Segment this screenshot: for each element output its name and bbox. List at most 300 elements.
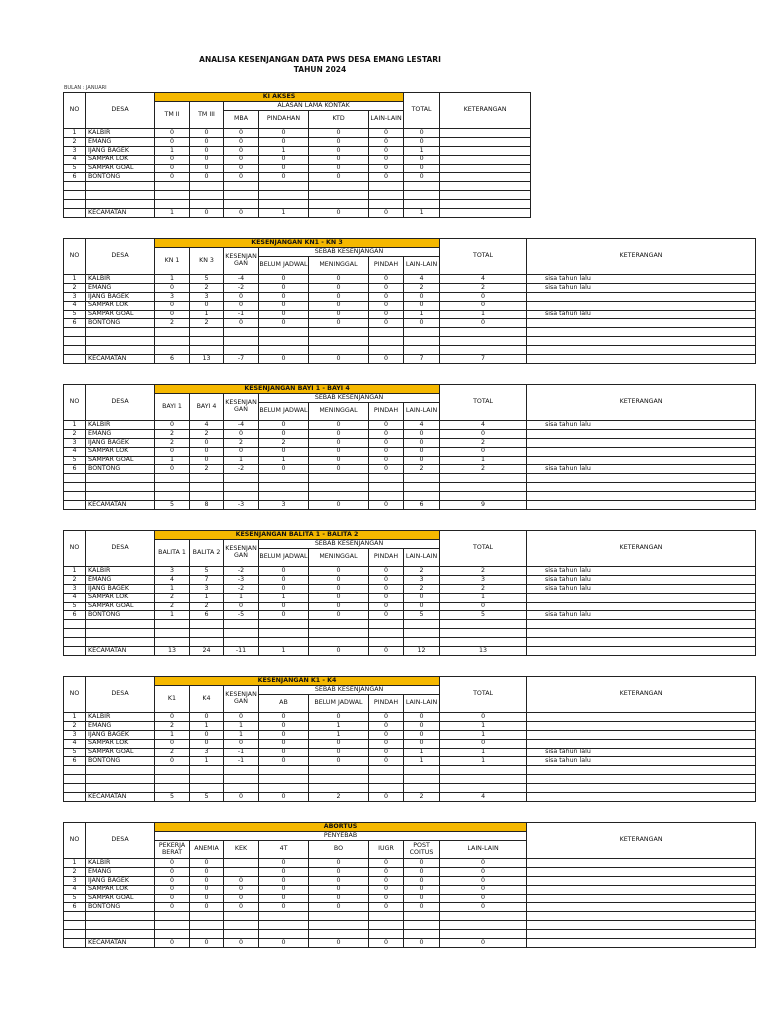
- cell: 13: [155, 647, 190, 656]
- cell: [155, 492, 190, 501]
- cell: [86, 784, 155, 793]
- cell: [440, 775, 527, 784]
- desa-name: SAMPAR GOAL: [86, 748, 155, 757]
- header-col2: BAYI 4: [190, 394, 224, 421]
- header-pindah: PINDAH: [369, 257, 404, 275]
- cell: [440, 629, 527, 638]
- cell: 0: [369, 438, 404, 447]
- row-number: 6: [64, 903, 86, 912]
- cell: 0: [155, 283, 190, 292]
- keterangan-cell: [527, 593, 756, 602]
- kecamatan-row: [64, 355, 756, 364]
- cell: 3: [404, 575, 440, 584]
- header-lain-lain: LAIN-LAIN: [369, 111, 404, 129]
- cell: [64, 328, 86, 337]
- row-number: 4: [64, 301, 86, 310]
- cell: 0: [404, 713, 440, 722]
- header-lain-lain: LAIN-LAIN: [404, 403, 440, 421]
- cell: [309, 337, 369, 346]
- header-meninggal: MENINGGAL: [309, 257, 369, 275]
- cell: 0: [309, 593, 369, 602]
- cell: [527, 620, 756, 629]
- cell: [309, 766, 369, 775]
- desa-name: SAMPAR LOK: [86, 447, 155, 456]
- cell: 0: [369, 310, 404, 319]
- cell: [440, 337, 527, 346]
- cell: [64, 629, 86, 638]
- header-col2: BALITA 2: [190, 540, 224, 567]
- empty-row: [64, 492, 756, 501]
- cell-total: 2: [440, 283, 527, 292]
- cell-total: 0: [404, 155, 440, 164]
- cell: 0: [309, 713, 369, 722]
- table-row: [64, 739, 756, 748]
- header-total: TOTAL: [440, 385, 527, 421]
- desa-name: SAMPAR LOK: [86, 593, 155, 602]
- row-number: 5: [64, 456, 86, 465]
- cell: 0: [309, 602, 369, 611]
- cell: 0: [369, 429, 404, 438]
- cell: 24: [190, 647, 224, 656]
- cell: [155, 629, 190, 638]
- cell: 1: [404, 757, 440, 766]
- row-number: 5: [64, 748, 86, 757]
- cell: [190, 766, 224, 775]
- cell: 0: [309, 575, 369, 584]
- table-row: [64, 283, 756, 292]
- cell: 0: [369, 137, 404, 146]
- row-number: 4: [64, 885, 86, 894]
- cell: 0: [259, 301, 309, 310]
- cell: 0: [404, 438, 440, 447]
- cell: [440, 638, 527, 647]
- row-number: 1: [64, 859, 86, 868]
- cell: [190, 775, 224, 784]
- cell: 0: [224, 155, 259, 164]
- table-row: [64, 310, 756, 319]
- header-sebab: SEBAB KESENJANGAN: [259, 540, 440, 549]
- t3-body: [64, 421, 756, 510]
- desa-name: KALBIR: [86, 421, 155, 430]
- table-row: [64, 465, 756, 474]
- cell: -2: [224, 584, 259, 593]
- cell: 0: [309, 146, 369, 155]
- kecamatan-row: [64, 939, 756, 948]
- cell: 0: [369, 355, 404, 364]
- table-title: KI AKSES: [155, 93, 404, 102]
- row-number: 2: [64, 283, 86, 292]
- cell: 0: [259, 575, 309, 584]
- header-col1: BALITA 1: [155, 540, 190, 567]
- cell-total: 4: [440, 793, 527, 802]
- cell: 0: [155, 310, 190, 319]
- cell: 2: [404, 465, 440, 474]
- cell: 7: [404, 355, 440, 364]
- row-number: 3: [64, 292, 86, 301]
- cell: [309, 775, 369, 784]
- empty-row: [64, 775, 756, 784]
- cell: 0: [369, 283, 404, 292]
- cell: [527, 784, 756, 793]
- cell: 0: [369, 757, 404, 766]
- header-col2: K4: [190, 686, 224, 713]
- table-row: 1 KALBIR 0 0 0 0 0 0 0: [64, 129, 531, 138]
- table-row: [64, 757, 756, 766]
- cell: 0: [369, 501, 404, 510]
- cell: 2: [404, 584, 440, 593]
- cell: [190, 629, 224, 638]
- cell: 0: [224, 894, 259, 903]
- table-abortus: [63, 822, 756, 948]
- header-pindahan: PINDAHAN: [259, 111, 309, 129]
- cell: [155, 930, 190, 939]
- cell: [155, 775, 190, 784]
- table-row: [64, 421, 756, 430]
- cell: 2: [155, 593, 190, 602]
- cell: -1: [224, 310, 259, 319]
- cell: 1: [259, 647, 309, 656]
- cell: [369, 766, 404, 775]
- cell: 0: [369, 611, 404, 620]
- cell: 0: [369, 301, 404, 310]
- cell: 6: [190, 611, 224, 620]
- table-row: [64, 301, 756, 310]
- table-row: [64, 429, 756, 438]
- cell: [527, 492, 756, 501]
- cell: [224, 859, 259, 868]
- cell: 0: [369, 275, 404, 284]
- table-row: [64, 713, 756, 722]
- t4-body: [64, 567, 756, 656]
- header-penyebab: PENYEBAB: [155, 832, 527, 841]
- cell: 0: [190, 209, 224, 218]
- cell: 1: [259, 146, 309, 155]
- keterangan-cell: sisa tahun lalu: [527, 465, 756, 474]
- cell: [369, 474, 404, 483]
- report-title-line1: ANALISA KESENJANGAN DATA PWS DESA EMANG LESTARI: [199, 55, 441, 64]
- cell: [404, 930, 440, 939]
- table-k1-k4: [63, 676, 756, 802]
- cell: [309, 638, 369, 647]
- table-row: [64, 456, 756, 465]
- cell: [440, 474, 527, 483]
- cell-total: 2: [440, 438, 527, 447]
- cell: 0: [224, 146, 259, 155]
- header-total: TOTAL: [440, 239, 527, 275]
- cell: [64, 355, 86, 364]
- desa-name: EMANG: [86, 867, 155, 876]
- cell: 0: [309, 164, 369, 173]
- cell: [527, 766, 756, 775]
- desa-name: KALBIR: [86, 859, 155, 868]
- cell: 0: [369, 447, 404, 456]
- cell: 4: [404, 421, 440, 430]
- cell-total: 1: [440, 593, 527, 602]
- cell: 0: [190, 939, 224, 948]
- cell: 0: [190, 173, 224, 182]
- cell: 0: [259, 319, 309, 328]
- cell: 0: [309, 859, 369, 868]
- cell: [309, 912, 369, 921]
- keterangan-cell: sisa tahun lalu: [527, 611, 756, 620]
- desa-name: IJANG BAGEK: [86, 292, 155, 301]
- cell: 0: [259, 129, 309, 138]
- cell: [155, 346, 190, 355]
- kecamatan-label: KECAMATAN: [86, 355, 155, 364]
- header-kesenjangan: KESENJAN GAN: [224, 686, 259, 713]
- cell: [64, 912, 86, 921]
- table-row: [64, 275, 756, 284]
- header-belum-jadwal: BELUM JADWAL: [259, 549, 309, 567]
- empty-row: [64, 483, 756, 492]
- cell-total: 0: [440, 713, 527, 722]
- cell: 0: [404, 859, 440, 868]
- header-4t: 4T: [259, 841, 309, 859]
- cell: 0: [369, 465, 404, 474]
- empty-row: [64, 346, 756, 355]
- row-number: 4: [64, 593, 86, 602]
- cell: -1: [224, 748, 259, 757]
- cell: [224, 328, 259, 337]
- header-pindah: PINDAH: [369, 549, 404, 567]
- header-belum-jadwal: BELUM JADWAL: [309, 695, 369, 713]
- cell: 0: [224, 137, 259, 146]
- empty-row: [64, 629, 756, 638]
- cell: 0: [155, 867, 190, 876]
- cell: 0: [369, 647, 404, 656]
- row-number: 5: [64, 310, 86, 319]
- cell: 0: [309, 748, 369, 757]
- cell: [155, 337, 190, 346]
- cell: [404, 766, 440, 775]
- cell: 1: [259, 209, 309, 218]
- cell: 0: [309, 611, 369, 620]
- cell: 4: [190, 421, 224, 430]
- cell: [224, 629, 259, 638]
- cell: 0: [309, 155, 369, 164]
- cell: 2: [404, 283, 440, 292]
- cell: [224, 492, 259, 501]
- cell: 0: [259, 567, 309, 576]
- cell: 0: [259, 885, 309, 894]
- cell-total: 0: [440, 739, 527, 748]
- cell: 0: [190, 438, 224, 447]
- table-title: KESENJANGAN K1 - K4: [155, 677, 440, 686]
- empty-row: [64, 620, 756, 629]
- keterangan-cell: sisa tahun lalu: [527, 421, 756, 430]
- cell-total: 2: [440, 584, 527, 593]
- cell: 0: [259, 602, 309, 611]
- header-desa: DESA: [86, 823, 155, 859]
- row-number: 2: [64, 429, 86, 438]
- row-number: 3: [64, 438, 86, 447]
- cell: [369, 620, 404, 629]
- cell: [190, 620, 224, 629]
- row-number: 1: [64, 275, 86, 284]
- cell: 0: [369, 319, 404, 328]
- desa-name: SAMPAR LOK: [86, 885, 155, 894]
- table-row: [64, 748, 756, 757]
- header-col1: K1: [155, 686, 190, 713]
- keterangan-cell: sisa tahun lalu: [527, 584, 756, 593]
- cell: [190, 337, 224, 346]
- cell: [224, 867, 259, 876]
- cell: 0: [309, 319, 369, 328]
- cell-total: 1: [440, 310, 527, 319]
- cell: [527, 337, 756, 346]
- table-title: KESENJANGAN BALITA 1 - BALITA 2: [155, 531, 440, 540]
- cell: [440, 766, 527, 775]
- cell: [527, 501, 756, 510]
- desa-name: SAMPAR GOAL: [86, 164, 155, 173]
- table-row: [64, 721, 756, 730]
- cell: 0: [369, 602, 404, 611]
- cell: 0: [369, 593, 404, 602]
- cell: 0: [309, 275, 369, 284]
- cell: 3: [155, 292, 190, 301]
- header-lain-lain: LAIN-LAIN: [404, 257, 440, 275]
- t2-body: [64, 275, 756, 364]
- cell: 1: [309, 730, 369, 739]
- header-belum-jadwal: BELUM JADWAL: [259, 403, 309, 421]
- cell: 0: [440, 939, 527, 948]
- cell: 1: [155, 611, 190, 620]
- cell: [190, 784, 224, 793]
- cell: [309, 492, 369, 501]
- cell: [86, 921, 155, 930]
- empty-row: [64, 474, 756, 483]
- cell: [440, 483, 527, 492]
- header-total: TOTAL: [440, 677, 527, 713]
- cell: [369, 784, 404, 793]
- header-col2: KN 3: [190, 248, 224, 275]
- cell: [190, 638, 224, 647]
- desa-name: IJANG BAGEK: [86, 876, 155, 885]
- table-row: 5 SAMPAR GOAL 0 0 0 0 0 0 0: [64, 164, 531, 173]
- cell: 0: [369, 876, 404, 885]
- cell: [224, 775, 259, 784]
- row-number: 5: [64, 602, 86, 611]
- cell: [369, 921, 404, 930]
- cell: 0: [190, 129, 224, 138]
- cell: 0: [369, 173, 404, 182]
- cell-total: 4: [440, 275, 527, 284]
- desa-name: SAMPAR GOAL: [86, 456, 155, 465]
- cell: [86, 629, 155, 638]
- cell-total: 1: [440, 730, 527, 739]
- cell: [155, 921, 190, 930]
- row-number: 2: [64, 867, 86, 876]
- cell: 0: [369, 721, 404, 730]
- cell: 0: [309, 421, 369, 430]
- cell: 0: [155, 757, 190, 766]
- cell: 5: [404, 611, 440, 620]
- cell: 1: [259, 593, 309, 602]
- cell: [190, 930, 224, 939]
- table-row: [64, 730, 756, 739]
- cell: [86, 483, 155, 492]
- table-row: [64, 903, 756, 912]
- cell: 0: [404, 456, 440, 465]
- cell: [440, 912, 527, 921]
- cell-total: 0: [440, 319, 527, 328]
- header-desa: DESA: [86, 385, 155, 421]
- table-row: [64, 876, 756, 885]
- row-number: 6: [64, 319, 86, 328]
- desa-name: KALBIR: [86, 275, 155, 284]
- desa-name: EMANG: [86, 137, 155, 146]
- cell: [86, 912, 155, 921]
- cell: [259, 337, 309, 346]
- cell-total: 0: [404, 164, 440, 173]
- cell: [224, 921, 259, 930]
- table-row: [64, 319, 756, 328]
- cell: [224, 337, 259, 346]
- cell: 0: [224, 164, 259, 173]
- cell: 0: [309, 465, 369, 474]
- cell: 0: [309, 209, 369, 218]
- cell: [404, 337, 440, 346]
- table-row: 4 SAMPAR LOK 0 0 0 0 0 0 0: [64, 155, 531, 164]
- header-pindah: PINDAH: [369, 695, 404, 713]
- desa-name: IJANG BAGEK: [86, 730, 155, 739]
- cell-total: 0: [404, 137, 440, 146]
- row-number: 5: [64, 894, 86, 903]
- cell: 0: [369, 730, 404, 739]
- cell: [369, 337, 404, 346]
- cell: [259, 775, 309, 784]
- cell: 0: [440, 894, 527, 903]
- header-desa: DESA: [86, 677, 155, 713]
- cell: 0: [259, 421, 309, 430]
- header-desa: DESA: [86, 93, 155, 129]
- cell: [404, 492, 440, 501]
- table-row: [64, 894, 756, 903]
- keterangan-cell: sisa tahun lalu: [527, 575, 756, 584]
- cell: 0: [259, 155, 309, 164]
- cell: 0: [309, 647, 369, 656]
- cell: 0: [259, 611, 309, 620]
- cell: 0: [190, 155, 224, 164]
- cell: 0: [190, 164, 224, 173]
- kecamatan-row: [64, 501, 756, 510]
- cell: [440, 921, 527, 930]
- keterangan-cell: [527, 876, 756, 885]
- cell: 0: [259, 173, 309, 182]
- cell: 2: [155, 319, 190, 328]
- cell: 0: [404, 885, 440, 894]
- cell: 2: [155, 438, 190, 447]
- cell: 0: [224, 319, 259, 328]
- table-row: [64, 447, 756, 456]
- keterangan-cell: [527, 429, 756, 438]
- cell: [224, 638, 259, 647]
- cell: 0: [155, 903, 190, 912]
- cell: [527, 939, 756, 948]
- cell: 0: [190, 739, 224, 748]
- desa-name: IJANG BAGEK: [86, 584, 155, 593]
- cell: 0: [155, 885, 190, 894]
- header-keterangan: KETERANGAN: [527, 823, 756, 859]
- cell: [86, 474, 155, 483]
- cell: 0: [190, 137, 224, 146]
- cell: [155, 620, 190, 629]
- cell: [309, 930, 369, 939]
- row-number: 6: [64, 611, 86, 620]
- cell: 0: [309, 876, 369, 885]
- keterangan-cell: [527, 713, 756, 722]
- header-keterangan: KETERANGAN: [527, 239, 756, 275]
